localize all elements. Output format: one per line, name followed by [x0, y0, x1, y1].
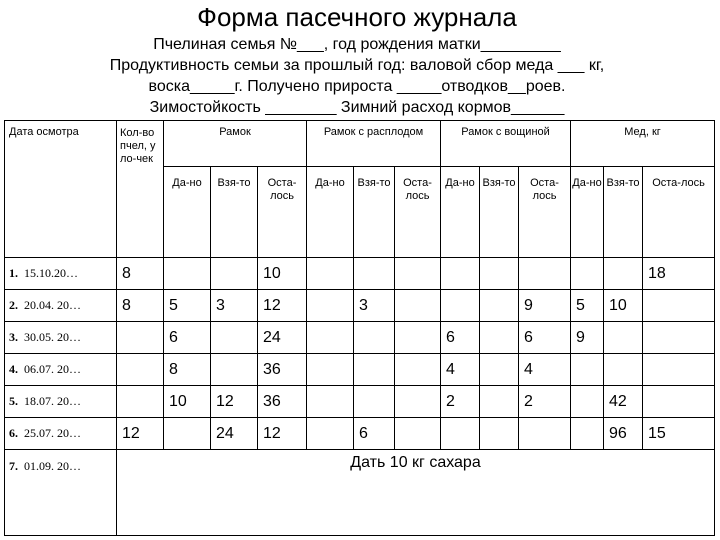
- info-line-winter: Зимостойкость ________ Зимний расход кормов______: [149, 99, 565, 116]
- value-cell: 3: [211, 290, 258, 322]
- value-cell: 12: [258, 418, 307, 450]
- value-cell: [307, 418, 354, 450]
- header-frames: Рамок: [164, 121, 307, 167]
- header-wax: Рамок с вощиной: [441, 121, 571, 167]
- apiary-log-table: [4, 120, 715, 536]
- row-number: 5.: [9, 394, 18, 408]
- value-cell: [441, 258, 480, 290]
- sub-given: Да-но: [164, 167, 211, 258]
- value-cell: [441, 418, 480, 450]
- value-cell: [395, 258, 441, 290]
- value-cell: [354, 258, 395, 290]
- value-cell: [480, 322, 519, 354]
- table-row: [5, 322, 715, 354]
- value-cell: 9: [519, 290, 571, 322]
- value-cell: [117, 322, 164, 354]
- value-cell: [571, 386, 604, 418]
- date-cell: [5, 418, 117, 450]
- value-cell: 6: [164, 322, 211, 354]
- value-cell: [480, 354, 519, 386]
- value-cell: 8: [117, 290, 164, 322]
- value-cell: [643, 322, 715, 354]
- value-cell: 15: [643, 418, 715, 450]
- info-line-wax: воска_____г. Получено прироста _____отводков__роев.: [148, 78, 566, 95]
- value-cell: [519, 258, 571, 290]
- value-cell: [480, 290, 519, 322]
- row-number: 3.: [9, 330, 18, 344]
- value-cell: [643, 290, 715, 322]
- value-cell: [307, 322, 354, 354]
- row-date: 25.07. 20…: [24, 426, 81, 440]
- value-cell: 10: [164, 386, 211, 418]
- table-row: [5, 450, 715, 536]
- row-date: 30.05. 20…: [24, 330, 81, 344]
- value-cell: 36: [258, 386, 307, 418]
- sub-left: Оста-лось: [643, 167, 715, 258]
- value-cell: 5: [164, 290, 211, 322]
- table-row: [5, 258, 715, 290]
- value-cell: 10: [604, 290, 643, 322]
- sub-given: Да-но: [571, 167, 604, 258]
- row-date: 01.09. 20…: [24, 459, 81, 473]
- value-cell: 24: [211, 418, 258, 450]
- date-cell: [5, 386, 117, 418]
- value-cell: [117, 354, 164, 386]
- value-cell: 8: [117, 258, 164, 290]
- value-cell: [395, 354, 441, 386]
- table-row: [5, 290, 715, 322]
- row-number: 4.: [9, 362, 18, 376]
- date-cell: [5, 450, 117, 536]
- value-cell: [604, 354, 643, 386]
- table-body: [5, 258, 715, 450]
- value-cell: [571, 418, 604, 450]
- row-number: 7.: [9, 459, 18, 473]
- value-cell: 5: [571, 290, 604, 322]
- value-cell: [480, 418, 519, 450]
- date-cell: [5, 258, 117, 290]
- table-row: [5, 386, 715, 418]
- value-cell: [395, 418, 441, 450]
- sub-given: Да-но: [307, 167, 354, 258]
- sub-left: Оста-лось: [395, 167, 441, 258]
- sub-taken: Взя-то: [604, 167, 643, 258]
- row-number: 6.: [9, 426, 18, 440]
- value-cell: 12: [258, 290, 307, 322]
- value-cell: 24: [258, 322, 307, 354]
- date-cell: [5, 322, 117, 354]
- value-cell: 4: [519, 354, 571, 386]
- value-cell: 6: [519, 322, 571, 354]
- value-cell: [441, 290, 480, 322]
- sub-taken: Взя-то: [480, 167, 519, 258]
- header-honey: Мед, кг: [571, 121, 715, 167]
- value-cell: [480, 386, 519, 418]
- value-cell: [211, 354, 258, 386]
- sub-left: Оста-лось: [519, 167, 571, 258]
- row-date: 20.04. 20…: [24, 298, 81, 312]
- value-cell: [395, 322, 441, 354]
- row-date: 15.10.20…: [24, 266, 78, 280]
- header-bees: Кол-во пчел, уло-чек: [117, 121, 164, 258]
- value-cell: 96: [604, 418, 643, 450]
- value-cell: [519, 418, 571, 450]
- value-cell: [307, 258, 354, 290]
- value-cell: [604, 258, 643, 290]
- value-cell: [643, 386, 715, 418]
- value-cell: 4: [441, 354, 480, 386]
- value-cell: [211, 258, 258, 290]
- value-cell: [307, 386, 354, 418]
- sub-taken: Взя-то: [354, 167, 395, 258]
- value-cell: 36: [258, 354, 307, 386]
- value-cell: 12: [211, 386, 258, 418]
- note-cell: Дать 10 кг сахара: [117, 450, 715, 536]
- row-date: 18.07. 20…: [24, 394, 81, 408]
- value-cell: [395, 386, 441, 418]
- info-line-productivity: Продуктивность семьи за прошлый год: валовой сбор меда ___ кг,: [109, 57, 605, 74]
- value-cell: 8: [164, 354, 211, 386]
- info-line-family: Пчелиная семья №___, год рождения матки_________: [153, 36, 561, 53]
- header-date: Дата осмотра: [5, 121, 117, 258]
- value-cell: 42: [604, 386, 643, 418]
- value-cell: [571, 354, 604, 386]
- row-number: 2.: [9, 298, 18, 312]
- page-title: Форма пасечного журнала: [197, 2, 517, 32]
- value-cell: 10: [258, 258, 307, 290]
- value-cell: 12: [117, 418, 164, 450]
- value-cell: [307, 290, 354, 322]
- value-cell: 6: [441, 322, 480, 354]
- value-cell: [395, 290, 441, 322]
- value-cell: 6: [354, 418, 395, 450]
- value-cell: 9: [571, 322, 604, 354]
- value-cell: [571, 258, 604, 290]
- date-cell: [5, 354, 117, 386]
- row-number: 1.: [9, 266, 18, 280]
- value-cell: 3: [354, 290, 395, 322]
- value-cell: [164, 258, 211, 290]
- value-cell: [354, 322, 395, 354]
- table-row: [5, 354, 715, 386]
- value-cell: [354, 386, 395, 418]
- value-cell: [117, 386, 164, 418]
- sub-left: Оста-лось: [258, 167, 307, 258]
- header-brood: Рамок с расплодом: [307, 121, 441, 167]
- value-cell: 18: [643, 258, 715, 290]
- value-cell: [354, 354, 395, 386]
- value-cell: [604, 322, 643, 354]
- sub-given: Да-но: [441, 167, 480, 258]
- value-cell: [211, 322, 258, 354]
- value-cell: [164, 418, 211, 450]
- date-cell: [5, 290, 117, 322]
- row-date: 06.07. 20…: [24, 362, 81, 376]
- value-cell: [307, 354, 354, 386]
- value-cell: [643, 354, 715, 386]
- value-cell: [480, 258, 519, 290]
- table-row: [5, 418, 715, 450]
- value-cell: 2: [441, 386, 480, 418]
- value-cell: 2: [519, 386, 571, 418]
- sub-taken: Взя-то: [211, 167, 258, 258]
